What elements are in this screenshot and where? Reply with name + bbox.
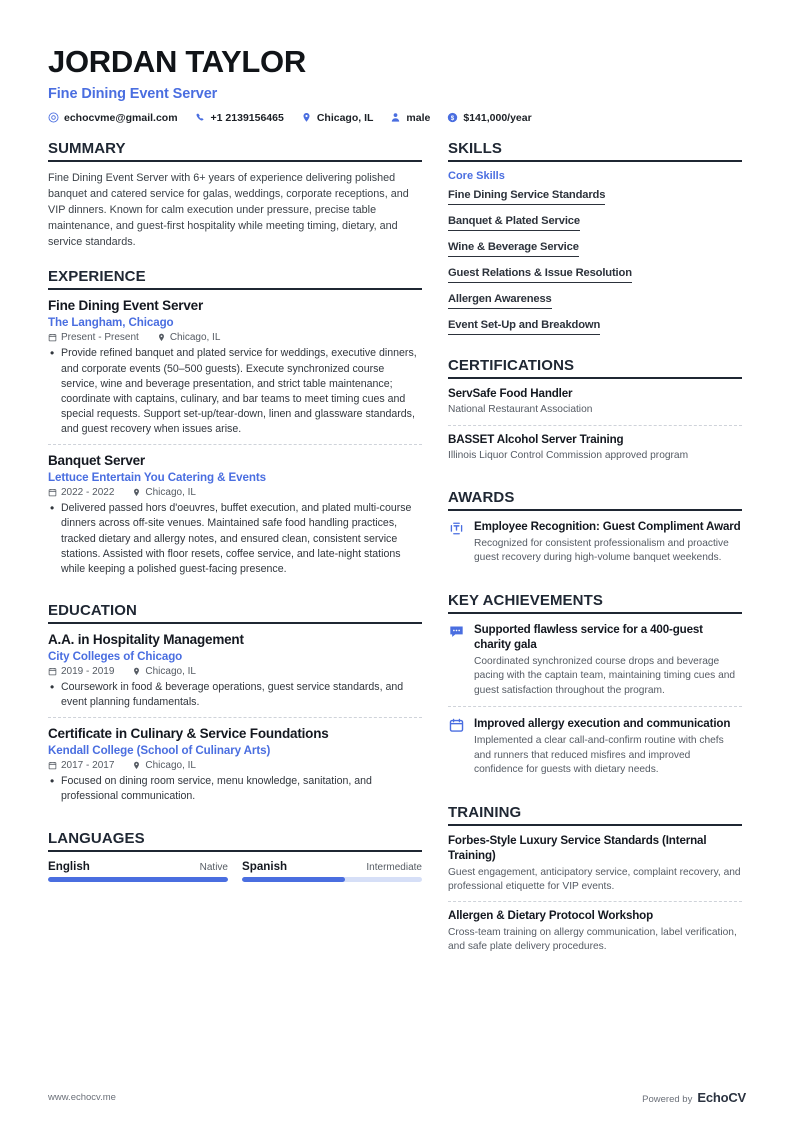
bullet: • Focused on dining room service, menu knowledge, sanitation, and professional communication. [48,774,422,804]
contact-location [301,112,374,124]
skill-name: Guest Relations & Issue Resolution [448,267,632,283]
section-title-key-achievements: KEY ACHIEVEMENTS [448,591,603,609]
experience-bullets [48,346,422,437]
email-icon [48,112,59,123]
calendar-icon [48,488,57,497]
language-item [242,860,422,882]
contact-row [48,112,746,124]
location-icon [301,112,312,123]
footer-powered-by: Powered by [642,1094,693,1105]
achievement-item [448,622,742,707]
phone-icon [195,112,206,123]
section-certifications [448,357,742,471]
calendar-icon [48,761,57,770]
education-dates-value: 2017 - 2017 [61,760,115,772]
certification-name: BASSET Alcohol Server Training [448,432,624,446]
language-progress-fill [242,877,345,882]
education-dates [48,760,114,771]
skill-name: Event Set-Up and Breakdown [448,319,600,335]
training-item [448,901,742,961]
location-icon [132,667,141,676]
education-dates-value: 2019 - 2019 [61,666,115,678]
section-rule [48,288,422,290]
spacer [448,788,742,804]
skill-item [448,315,742,335]
language-level: Intermediate [366,861,422,873]
bullet: • Delivered passed hors d'oeuvres, buffet execution, and plated multi-course dinners across off-site venues. Maintained safe food handling practices, tracked dietary and allergy notes, and ensured clean, consistent service stations. Assisted with floor resets, coffee service, and late-night stations while keeping a polished guest-facing presence. [48,501,422,577]
award-body [474,519,742,566]
training-item [448,834,742,901]
section-rule [448,612,742,614]
bullet: • Provide refined banquet and plated service for weddings, executive dinners, and corporate events (50–500 guests). Execute synchronized course service, wine and beverage presentation, and strict table maintenance; coordinate with captains, culinary, and bar teams to meet timing cues and special requests. Support set-up/tear-down, linen and glassware standards, and guest recovery when issues arise. [48,346,422,437]
language-progress-fill [48,877,228,882]
section-rule [448,509,742,511]
certification-item [448,425,742,471]
section-summary [48,140,422,251]
skill-name: Fine Dining Service Standards [448,189,605,205]
left-column [48,140,448,964]
svg-text:$: $ [451,115,455,123]
training-name: Forbes-Style Luxury Service Standards (Internal Training) [448,833,707,862]
experience-dates-value: 2022 - 2022 [61,487,115,499]
section-title-awards: AWARDS [448,488,515,506]
contact-salary [447,112,531,124]
calendar-icon [48,667,57,676]
spacer [448,341,742,357]
experience-location [157,332,221,343]
section-title-skills: SKILLS [448,139,502,157]
spacer [48,586,422,602]
languages-grid [48,860,422,882]
section-title-education: EDUCATION [48,602,137,620]
experience-dates [48,487,114,498]
speech-bubble-icon [448,622,474,699]
award-description: Recognized for consistent professionalism and proactive guest recovery during high-volume banquet weekends. [474,537,729,564]
language-name: English [48,859,90,873]
summary-text: Fine Dining Event Server with 6+ years of experience delivering polished banquet and catered service for galas, weddings, corporate receptions, and VIP dinners. Known for calm execution under pressure, precise table maintenance, and guest-first hospitality while meeting timing, dietary, and service standards. [48,171,409,249]
award-name: Employee Recognition: Guest Compliment Award [474,519,741,533]
section-key-achievements [448,592,742,786]
footer [48,1090,746,1105]
skill-name: Allergen Awareness [448,293,552,309]
education-location-value: Chicago, IL [145,666,196,678]
resume-header [48,46,746,124]
education-school[interactable]: Kendall College (School of Culinary Arts) [48,744,271,758]
medal-icon [448,519,474,566]
language-progress-track [48,877,228,882]
candidate-name: JORDAN TAYLOR [48,44,306,79]
achievement-body [474,622,742,699]
education-location [132,666,196,677]
contact-email-value: echocvme@gmail.com [64,111,178,124]
education-dates [48,666,114,677]
spacer [448,473,742,489]
language-name: Spanish [242,859,288,873]
skill-item [448,211,742,231]
experience-location-value: Chicago, IL [169,332,221,344]
language-progress-track [242,877,422,882]
achievement-name: Improved allergy execution and communication [474,717,731,731]
person-icon [390,112,401,123]
education-degree: A.A. in Hospitality Management [48,632,244,648]
training-description: Guest engagement, anticipatory service, complaint recovery, and professional etiquette for VIP events. [448,866,741,892]
footer-brand [642,1090,746,1105]
contact-location-value: Chicago, IL [316,111,374,124]
contact-email [48,112,178,124]
language-row [242,860,422,873]
experience-org[interactable]: The Langham, Chicago [48,316,174,330]
brand-name: EchoCV [697,1090,746,1105]
skill-item [448,185,742,205]
section-rule [48,160,422,162]
section-awards [448,489,742,574]
education-bullets [48,680,422,710]
education-school[interactable]: City Colleges of Chicago [48,650,183,664]
section-languages [48,830,422,882]
skill-item [448,237,742,257]
experience-entry [48,444,422,584]
spacer [448,576,742,592]
education-bullets [48,774,422,804]
location-icon [132,761,141,770]
certification-issuer: National Restaurant Association [448,404,593,416]
education-entry [48,717,422,811]
skill-item [448,289,742,309]
right-column [448,140,742,964]
candidate-headline: Fine Dining Event Server [48,85,218,102]
contact-phone-value: +1 2139156465 [210,111,284,124]
section-title-certifications: CERTIFICATIONS [448,356,575,374]
education-meta [48,666,422,677]
section-skills [448,140,742,335]
skill-name: Wine & Beverage Service [448,241,579,257]
award-item [448,519,742,574]
education-meta [48,760,422,771]
calendar-icon [48,333,57,342]
calendar-icon [448,716,474,778]
experience-meta [48,487,422,498]
skills-category: Core Skills [448,169,505,182]
experience-bullets [48,501,422,577]
achievement-description: Implemented a clear call-and-confirm routine with chefs and runners that reduced misfires and improved confidence for guests with dietary needs. [474,735,724,776]
spacer [48,252,422,268]
language-row [48,860,228,873]
certification-name: ServSafe Food Handler [448,386,573,400]
section-education [48,602,422,812]
skill-name: Banquet & Plated Service [448,215,580,231]
experience-role: Fine Dining Event Server [48,298,203,314]
section-rule [448,160,742,162]
education-location-value: Chicago, IL [145,760,196,772]
achievement-name: Supported flawless service for a 400-guest charity gala [474,622,703,651]
contact-gender-value: male [406,111,431,124]
language-level: Native [199,861,228,873]
footer-website[interactable]: www.echocv.me [48,1092,116,1103]
spacer [48,814,422,830]
training-description: Cross-team training on allergy communication, label verification, and safe plate delivery procedures. [448,926,737,953]
section-rule [448,377,742,379]
section-rule [48,850,422,852]
location-icon [132,488,141,497]
contact-salary-value: $141,000/year [463,111,532,124]
achievement-item [448,706,742,786]
skill-item [448,263,742,283]
experience-dates [48,332,139,343]
section-rule [448,824,742,826]
section-title-experience: EXPERIENCE [48,268,146,286]
experience-location [132,487,196,498]
section-rule [48,622,422,624]
salary-icon [447,112,458,123]
experience-meta [48,332,422,343]
education-entry [48,632,422,717]
section-training [448,804,742,962]
bullet: • Coursework in food & beverage operations, guest service standards, and event planning fundamentals. [48,680,422,710]
contact-phone [195,112,284,124]
experience-location-value: Chicago, IL [145,487,196,499]
experience-role: Banquet Server [48,453,145,469]
contact-gender [390,112,430,124]
education-location [132,760,196,771]
section-title-training: TRAINING [448,803,522,821]
achievement-body [474,716,742,778]
education-degree: Certificate in Culinary & Service Foundations [48,726,329,742]
experience-entry [48,298,422,444]
certification-issuer: Illinois Liquor Control Commission approved program [448,450,689,462]
language-item [48,860,228,882]
section-title-summary: SUMMARY [48,139,126,157]
section-title-languages: LANGUAGES [48,829,145,847]
experience-dates-value: Present - Present [61,332,139,344]
section-experience [48,268,422,584]
location-icon [157,333,166,342]
achievement-description: Coordinated synchronized course drops and beverage pacing with the captain team, maintaining timing cues and guest satisfaction throughout the program. [474,655,736,696]
experience-org[interactable]: Lettuce Entertain You Catering & Events [48,471,266,485]
certification-item [448,387,742,425]
resume-body [48,140,746,964]
training-name: Allergen & Dietary Protocol Workshop [448,909,654,923]
